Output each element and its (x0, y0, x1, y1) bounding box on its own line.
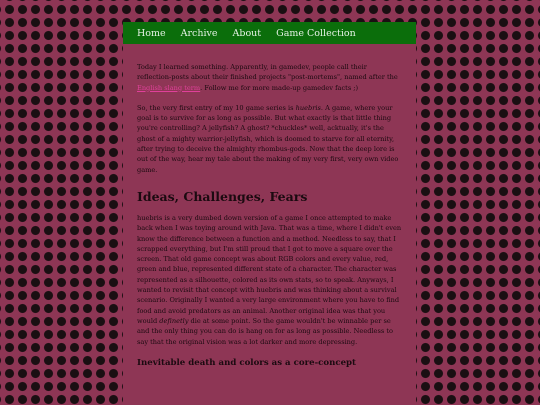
series-text-end: . A game, where your goal is to survive for as long as possible. But what exactly is that little thing you're controlling? A jellyfish? A ghost? *chuckles* well, acktually, it's the ghost of a mighty warrior-jellyfish, which is doomed to starve for all eternity, after trying to deceive the almighty rhombus-gods. Now that the deep lore is out of the way, hear my tale about the making of my very first, very own video game. (137, 103, 399, 174)
intro-text-start: Today I learned something. Apparently, in gamedev, people call their reflection-posts about their finished projects "post-mortems", named after the (137, 63, 398, 82)
page-container (123, 22, 416, 405)
top-navbar (123, 22, 416, 44)
slang-term-link[interactable]: English slang term (137, 83, 201, 92)
post-article (123, 44, 416, 368)
nav-game-collection-link[interactable]: Game Collection (276, 27, 356, 39)
series-paragraph (137, 103, 402, 175)
definetly-emphasis: definetly (159, 316, 189, 325)
huebris-text-end: die at some point. So the game wouldn't be winnable per se and the only thing you can do is hang on for as long as possible. Needless to say that the original vision was a lot darker and more depressing. (137, 316, 393, 346)
nav-home-link[interactable]: Home (137, 27, 166, 39)
game-title-emphasis: huebris (295, 103, 321, 112)
nav-about-link[interactable]: About (232, 27, 262, 39)
series-text-start: So, the very first entry of my 10 game series is (137, 103, 296, 112)
huebris-paragraph (137, 213, 402, 347)
nav-archive-link[interactable]: Archive (180, 27, 218, 39)
section-heading-ideas: Ideas, Challenges, Fears (137, 188, 308, 204)
huebris-text-start: huebris is a very dumbed down version of a game I once attempted to make back when I was toying around with Java. That was a time, where I didn't even know the difference between a function and a method. Needless to say, that I scrapped everything, but I'm still proud that I got to move a square over the screen. That old game concept was about RGB colors and every value, red, green and blue, represented different state of a character. The character was represented as a silhouette, colored as its own stats, so to speak. Anyways, I wanted to revisit that concept with huebris and was thinking about a survival scenario. Originally I wanted a very large environment where you have to find food and avoid predators as an animal. Another original idea was that you would (137, 213, 402, 325)
section-heading-death: Inevitable death and colors as a core-concept (137, 357, 357, 368)
intro-paragraph (137, 62, 402, 93)
intro-text-end: . Follow me for more made-up gamedev facts ;) (200, 83, 359, 92)
